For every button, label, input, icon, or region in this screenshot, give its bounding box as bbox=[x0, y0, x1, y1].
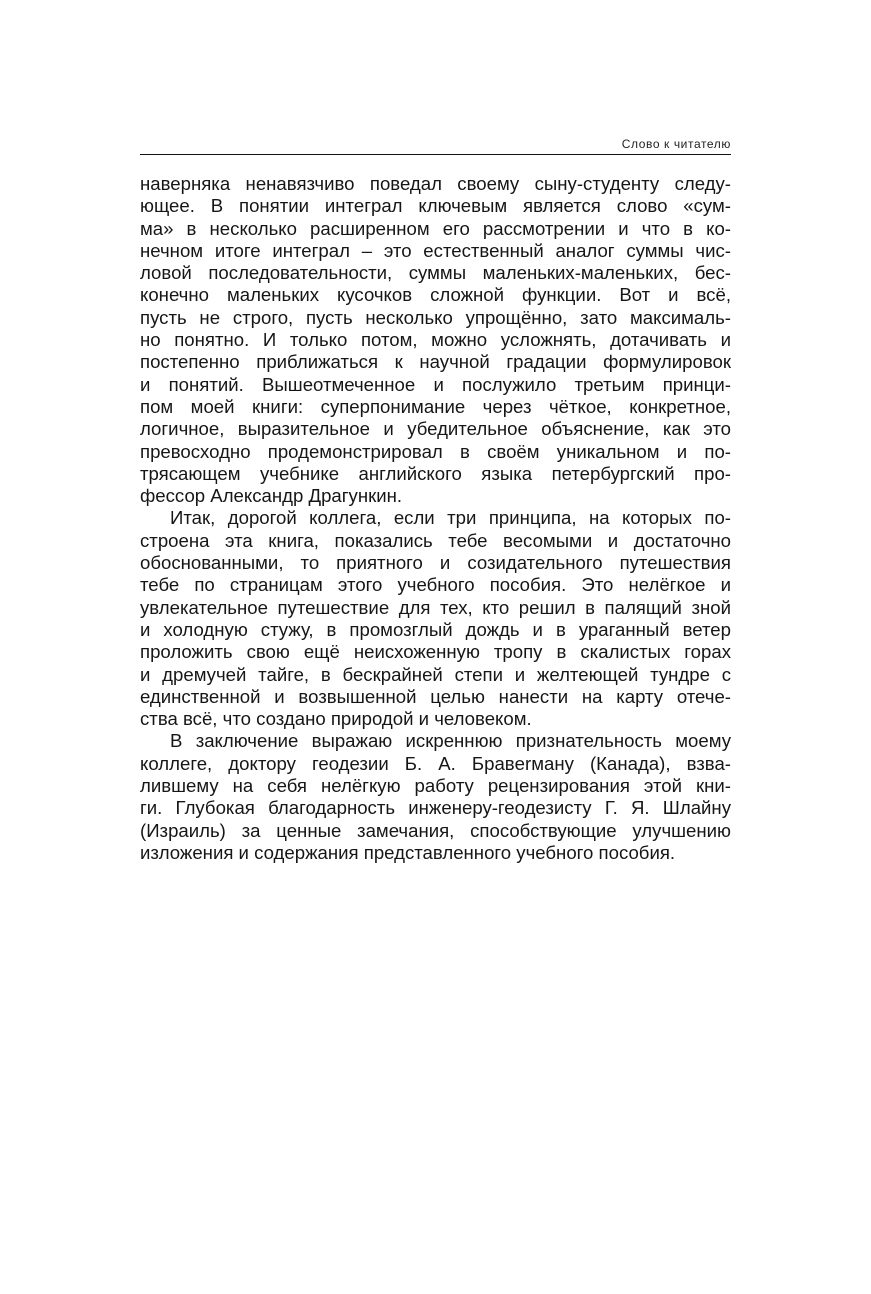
text-line: логичное, выразительное и убедительное объяснение, как это bbox=[140, 418, 731, 440]
text-line: (Израиль) за ценные замечания, способствующие улучшению bbox=[140, 819, 731, 841]
text-line: Итак, дорогой коллега, если три принципа, на которых по- bbox=[170, 507, 731, 529]
text-line: ловой последовательности, суммы маленьких-маленьких, бес- bbox=[140, 262, 731, 284]
text-line: коллеге, доктору геодезии Б. А. Бравerману (Канада), взва- bbox=[140, 752, 731, 774]
text-line: но понятно. И только потом, можно усложнять, дотачивать и bbox=[140, 329, 731, 351]
text-line: ющее. В понятии интеграл ключевым является слово «сум- bbox=[140, 195, 731, 217]
text-line: и понятий. Вышеотмеченное и послужило третьим принци- bbox=[140, 373, 731, 395]
text-line: ги. Глубокая благодарность инженеру-геодезисту Г. Я. Шлайну bbox=[140, 797, 731, 819]
text-line: ства всё, что создано природой и человеком. bbox=[140, 708, 532, 730]
text-line: лившему на себя нелёгкую работу рецензирования этой кни- bbox=[140, 775, 731, 797]
text-line: увлекательное путешествие для тех, кто решил в палящий зной bbox=[140, 596, 731, 618]
text-line: проложить свою ещё неисхоженную тропу в скалистых горах bbox=[140, 641, 731, 663]
text-line: ма» в несколько расширенном его рассмотрении и что в ко- bbox=[140, 217, 731, 239]
text-line: В заключение выражаю искреннюю признательность моему bbox=[170, 730, 731, 752]
text-line: и дремучей тайге, в бескрайней степи и желтеющей тундре с bbox=[140, 663, 731, 685]
text-line: и холодную стужу, в промозглый дождь и в ураганный ветер bbox=[140, 618, 731, 640]
text-line: наверняка ненавязчиво поведал своему сыну-студенту следу- bbox=[140, 173, 731, 194]
running-header-title: Слово к читателю bbox=[621, 137, 731, 151]
text-line: тебе по страницам этого учебного пособия. Это нелёгкое и bbox=[140, 574, 731, 596]
text-line: изложения и содержания представленного учебного пособия. bbox=[140, 841, 676, 863]
paragraph bbox=[140, 730, 731, 864]
paragraph bbox=[140, 507, 731, 730]
running-header bbox=[140, 136, 731, 155]
text-line: постепенно приближаться к научной градации формулировок bbox=[140, 351, 731, 373]
text-line: пусть не строго, пусть несколько упрощённо, зато максималь- bbox=[140, 306, 731, 328]
text-line: обоснованными, то приятного и созидательного путешествия bbox=[140, 552, 731, 574]
text-line: строена эта книга, показались тебе весомыми и достаточно bbox=[140, 529, 731, 551]
text-line: единственной и возвышенной целью нанести на карту отече- bbox=[140, 685, 731, 707]
text-line: превосходно продемонстрировал в своём уникальном и по- bbox=[140, 440, 731, 462]
paragraph-continuation bbox=[140, 173, 731, 507]
text-line: фессор Александр Драгункин. bbox=[140, 485, 403, 507]
text-line: конечно маленьких кусочков сложной функции. Вот и всё, bbox=[140, 284, 731, 306]
text-line: нечном итоге интеграл – это естественный аналог суммы чис- bbox=[140, 239, 731, 261]
text-line: пом моей книги: суперпонимание через чёткое, конкретное, bbox=[140, 395, 731, 417]
body-text bbox=[140, 173, 731, 864]
text-line: трясающем учебнике английского языка петербургский про- bbox=[140, 462, 731, 484]
